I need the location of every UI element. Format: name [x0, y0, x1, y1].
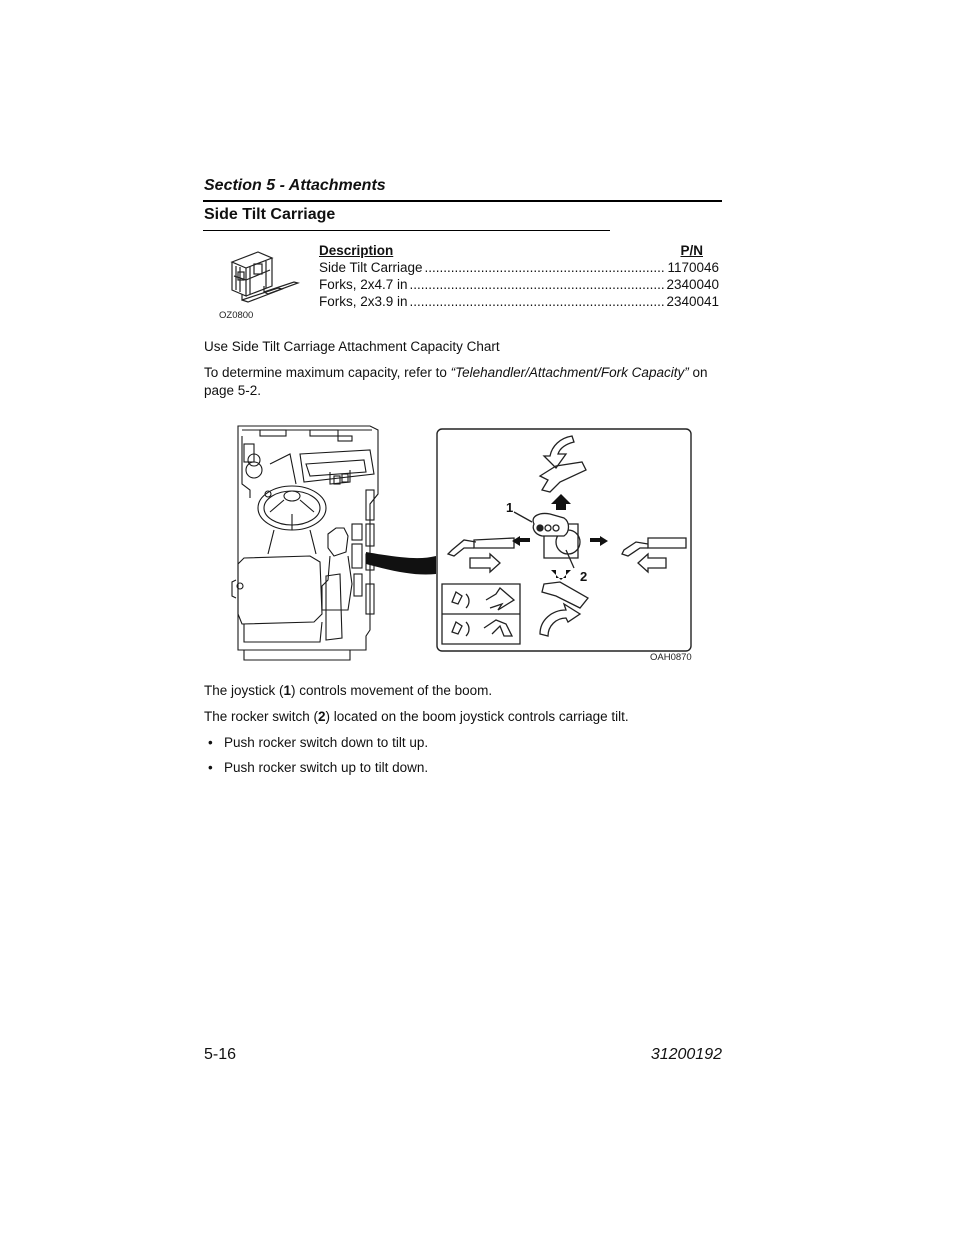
reference-page: page 5-2. [204, 383, 262, 398]
rocker-text-end: ) located on the boom joystick controls carriage tilt. [325, 709, 629, 724]
rocker-text: The rocker switch ( [204, 709, 319, 724]
bullet-text: Push rocker switch up to tilt down. [224, 760, 429, 775]
part-number: 1170046 [667, 260, 719, 275]
parts-table [319, 243, 719, 311]
section-title: Section 5 - Attachments [204, 177, 386, 194]
reference-text: To determine maximum capacity, refer to [204, 365, 451, 380]
list-item [208, 735, 428, 750]
part-description: Forks, 2x4.7 in [319, 277, 408, 292]
part-number: 2340040 [666, 277, 719, 292]
parts-table-header [319, 243, 719, 260]
page-number: 5-16 [204, 1046, 237, 1063]
leader-dots [425, 260, 666, 275]
bullet-dot: • [208, 735, 213, 750]
bullet-text: Push rocker switch down to tilt up. [224, 735, 429, 750]
part-description: Side Tilt Carriage [319, 260, 423, 275]
image-code: OZ0800 [219, 310, 254, 321]
list-item [208, 760, 428, 775]
joystick-text: The joystick ( [204, 683, 284, 698]
rocker-callout-ref: 2 [318, 709, 326, 724]
callout-2: 2 [580, 569, 588, 584]
pn-header: P/N [680, 243, 703, 258]
rocker-switch-description [204, 708, 724, 726]
capacity-chart-note: Use Side Tilt Carriage Attachment Capacity Chart [204, 339, 500, 354]
table-row [319, 260, 719, 277]
bullet-dot: • [208, 760, 213, 775]
capacity-reference [204, 364, 724, 400]
table-row [319, 294, 719, 311]
reference-link-text: “Telehandler/Attachment/Fork Capacity” [450, 365, 689, 380]
joystick-callout-ref: 1 [283, 683, 292, 698]
figure-code: OAH0870 [650, 652, 692, 663]
joystick-description [204, 682, 724, 700]
joystick-figure [230, 424, 700, 666]
callout-1: 1 [506, 500, 514, 515]
leader-dots [410, 277, 665, 292]
header-rule [203, 200, 722, 202]
document-number: 31200192 [650, 1046, 722, 1063]
part-number: 2340041 [666, 294, 719, 309]
page-title: Side Tilt Carriage [204, 206, 336, 223]
side-tilt-carriage-icon [218, 248, 300, 320]
table-row [319, 277, 719, 294]
part-description: Forks, 2x3.9 in [319, 294, 408, 309]
joystick-text-end: ) controls movement of the boom. [291, 683, 493, 698]
leader-dots [410, 294, 665, 309]
reference-text-end: on [688, 365, 708, 380]
title-rule [203, 230, 610, 231]
description-header: Description [319, 243, 394, 258]
